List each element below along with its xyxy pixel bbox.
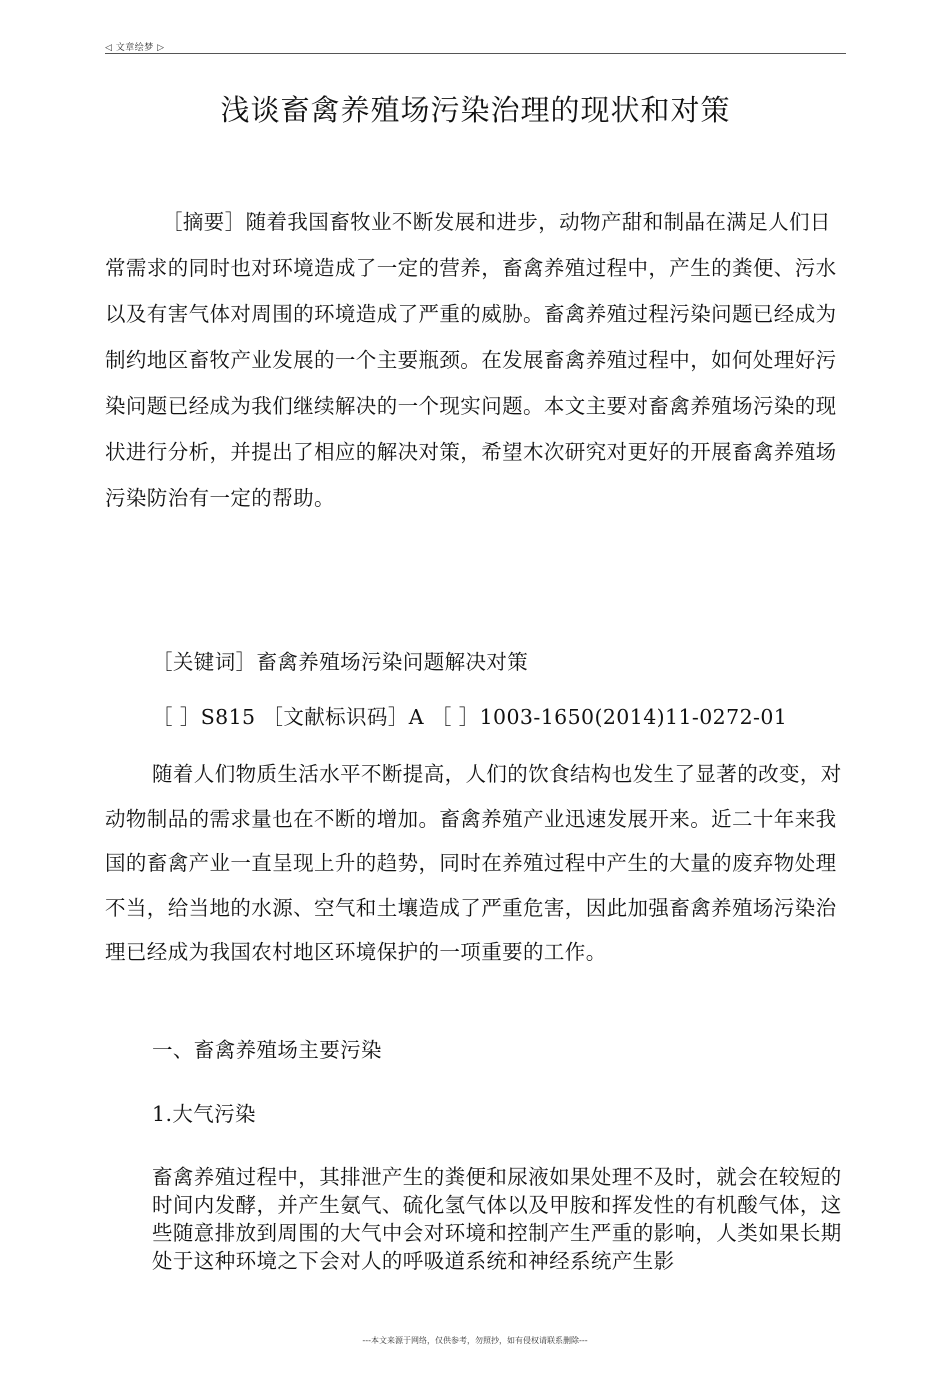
doc-code: A	[408, 705, 424, 729]
subsection-number: 1.	[152, 1102, 173, 1126]
subsection-title: 大气污染	[172, 1102, 256, 1126]
classification-line	[152, 700, 787, 730]
section-body-paragraph: 畜禽养殖过程中，其排泄产生的粪便和尿液如果处理不及时，就会在较短的时间内发酵，并产生氨气、硫化氢气体以及甲胺和挥发性的有机酸气体，这些随意排放到周围的大气中会对环境和控制产生严重的影响，人类如果长期处于这种环境之下会对人的呼吸道系统和神经系统产生影	[152, 1165, 842, 1273]
header-divider	[105, 53, 846, 54]
article-no-bracket: ［ ］	[430, 705, 480, 729]
section-heading: 一、畜禽养殖场主要污染	[152, 1038, 382, 1062]
page-title: 浅谈畜禽养殖场污染治理的现状和对策	[220, 93, 731, 127]
subsection-heading	[152, 1097, 256, 1127]
clc-number: S815	[200, 705, 256, 729]
keywords-line: ［关键词］畜禽养殖场污染问题解决对策	[152, 650, 529, 674]
abstract-paragraph: ［摘要］随着我国畜牧业不断发展和进步，动物产甜和制晶在满足人们日常需求的同时也对环境造成了一定的营养，畜禽养殖过程中，产生的粪便、污水以及有害气体对周围的环境造成了严重的威胁。畜禽养殖过程污染问题已经成为制约地区畜牧产业发展的一个主要瓶颈。在发展畜禽养殖过程中，如何处理好污染问题已经成为我们继续解决的一个现实问题。本文主要对畜禽养殖场污染的现状进行分析，并提出了相应的解决对策，希望木次研究对更好的开展畜禽养殖场污染防治有一定的帮助。	[105, 210, 837, 510]
article-number: 1003-1650(2014)11-0272-01	[479, 705, 788, 729]
header-tag: ◁ 文章绘梦 ▷	[105, 43, 165, 53]
doc-code-label: ［文献标识码］	[262, 705, 409, 729]
intro-paragraph: 随着人们物质生活水平不断提高，人们的饮食结构也发生了显著的改变，对动物制品的需求量也在不断的增加。畜禽养殖产业迅速发展开来。近二十年来我国的畜禽产业一直呈现上升的趋势，同时在养殖过程中产生的大量的废弃物处理不当，给当地的水源、空气和土壤造成了严重危害，因此加强畜禽养殖场污染治理已经成为我国农村地区环境保护的一项重要的工作。	[105, 762, 842, 964]
footer-note: ---本文来源于网络，仅供参考，勿照抄，如有侵权请联系删除---	[362, 1336, 588, 1345]
clc-bracket: ［ ］	[152, 705, 201, 729]
